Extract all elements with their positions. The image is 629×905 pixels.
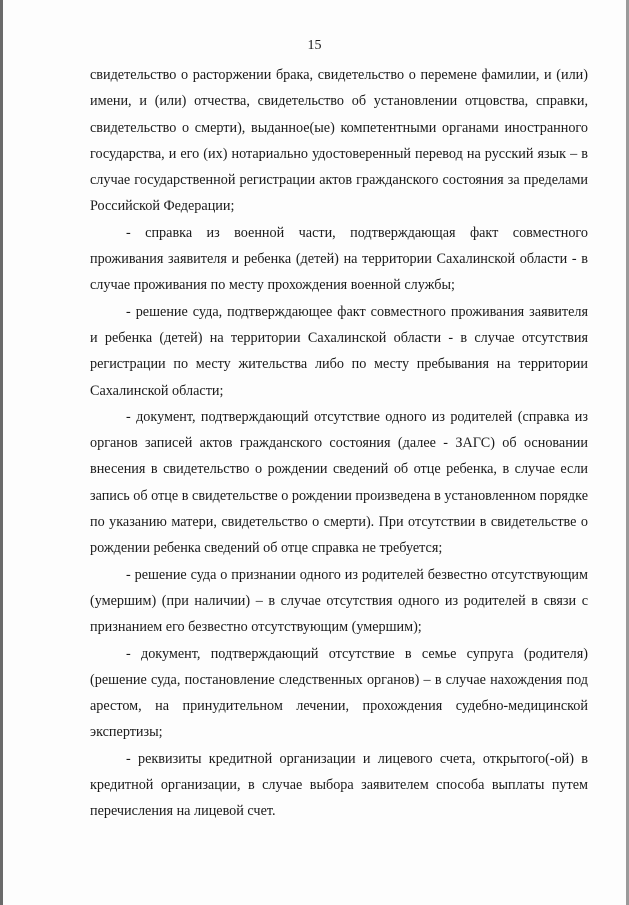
paragraph-military-certificate: - справка из военной части, подтверждающая факт совместного проживания заявителя и ребенка (детей) на территории Сахалинской области - в случае проживания по месту прохождения военной службы; xyxy=(90,224,588,294)
paragraph-court-decision-residence: - решение суда, подтверждающее факт совместного проживания заявителя и ребенка (детей) на территории Сахалинской области - в случае отсутствия регистрации по месту жительства либо по месту пребывания на территории Сахалинской области; xyxy=(90,303,588,399)
scan-edge-left xyxy=(0,0,3,905)
paragraph-spouse-absence-document: - документ, подтверждающий отсутствие в семье супруга (родителя) (решение суда, постановление следственных органов) – в случае нахождения под арестом, на принудительном лечении, прохождения судебно-медицинской экспертизы; xyxy=(90,645,588,741)
paragraph-parent-absence-document: - документ, подтверждающий отсутствие одного из родителей (справка из органов записей актов гражданского состояния (далее - ЗАГС) об основании внесения в свидетельство о рождении сведений об отце ребенка, в случае если запись об отце в свидетельстве о рождении произведена в установленном порядке по указанию матери, свидетельство о смерти). При отсутствии в свидетельстве о рождении ребенка сведений об отце справка не требуется; xyxy=(90,408,588,557)
page-number: 15 xyxy=(307,38,322,53)
document-body xyxy=(90,62,588,825)
paragraph-certificates: свидетельство о расторжении брака, свидетельство о перемене фамилии, и (или) имени, и (или) отчества, свидетельство об установлении отцовства, справки, свидетельство о смерти), выданное(ые) компетентными органами иностранного государства, и его (их) нотариально удостоверенный перевод на русский язык – в случае государственной регистрации актов гражданского состояния за пределами Российской Федерации; xyxy=(90,67,588,215)
paragraph-court-decision-missing-parent: - решение суда о признании одного из родителей безвестно отсутствующим (умершим) (при наличии) – в случае отсутствия одного из родителей в связи с признанием его безвестно отсутствующим (умершим); xyxy=(90,566,588,636)
paragraph-bank-details: - реквизиты кредитной организации и лицевого счета, открытого(-ой) в кредитной организации, в случае выбора заявителем способа выплаты путем перечисления на лицевой счет. xyxy=(90,750,588,820)
